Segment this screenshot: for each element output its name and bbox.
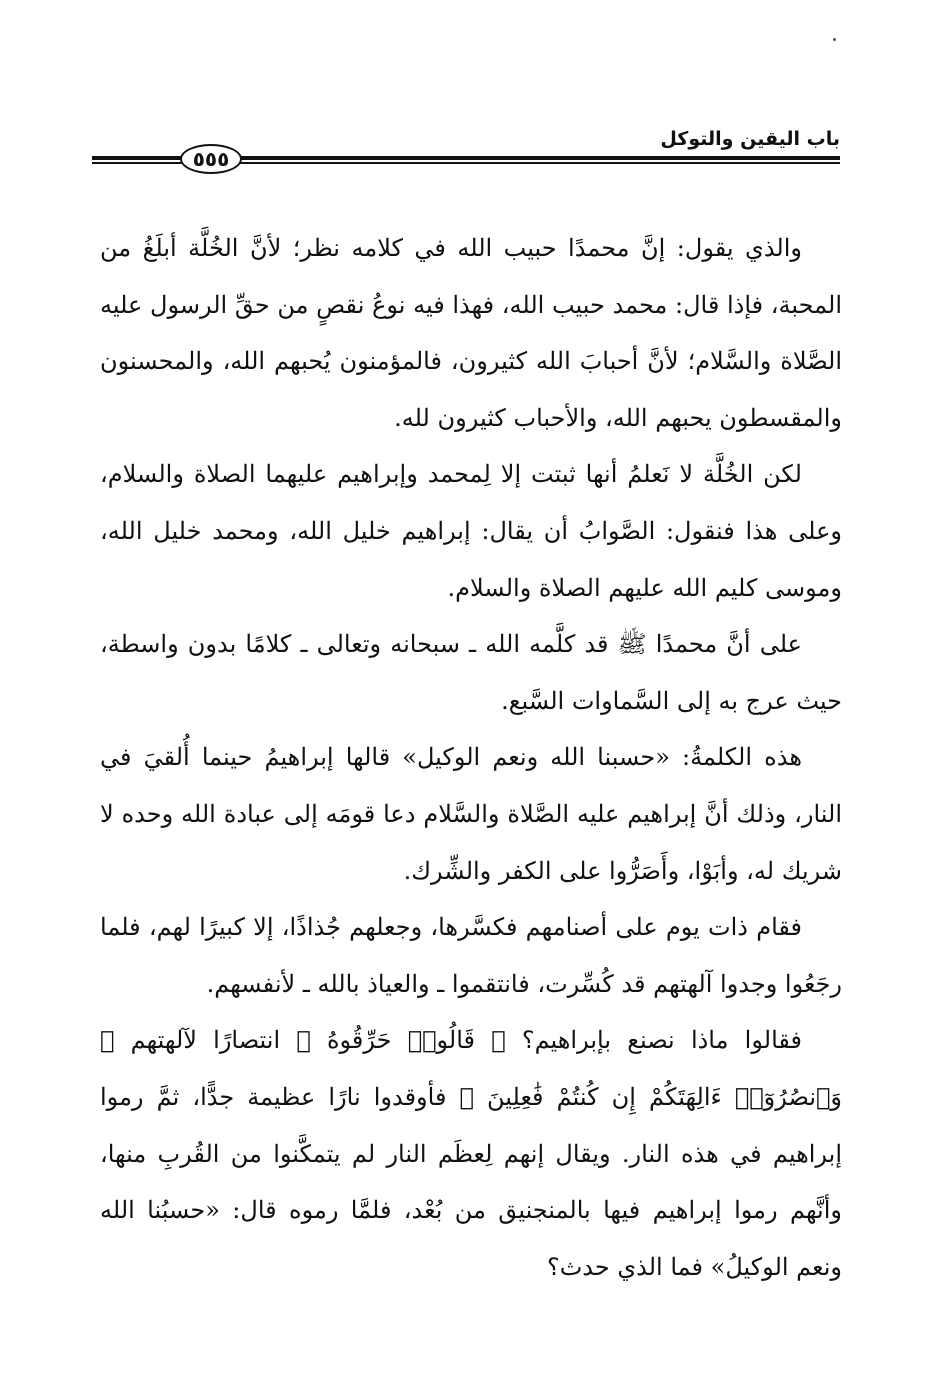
paragraph: فقام ذات يوم على أصنامهم فكسَّرها، وجعلهم جُذاذًا، إلا كبيرًا لهم، فلما رجَعُوا وجدوا آلهتهم قد كُسِّرت، فانتقموا ـ والعياذ بالله ـ لأنفسهم. — [100, 913, 842, 998]
page-header — [92, 118, 840, 178]
paragraph: لكن الخُلَّة لا نَعلمُ أنها ثبتت إلا لِمحمد وإبراهيم عليهما الصلاة والسلام، وعلى هذا فنقول: الصَّوابُ أن يقال: إبراهيم خليل الله، ومحمد خليل الله، وموسى كليم الله عليهم الصلاة والسلام. — [100, 460, 842, 602]
chapter-title: باب اليقين والتوكل — [660, 128, 840, 150]
paragraph: والذي يقول: إنَّ محمدًا حبيب الله في كلامه نظر؛ لأنَّ الخُلَّة أبلَغُ من المحبة، فإذا قال: محمد حبيب الله، فهذا فيه نوعُ نقصٍ من حقِّ الرسول عليه الصَّلاة والسَّلام؛ لأنَّ أحبابَ الله كثيرون، فالمؤمنون يُحبهم الله، والمحسنون والمقسطون يحبهم الله، والأحباب كثيرون لله. — [100, 234, 842, 432]
body-text — [100, 220, 842, 1295]
paragraph: فقالوا ماذا نصنع بإبراهيم؟ ﴿ قَالُوا۟ حَرِّقُوهُ ﴾ انتصارًا لآلهتهم ﴿ وَٱنصُرُوٓا۟ ءَالِهَتَكُمْ إِن كُنتُمْ فَٰعِلِينَ ﴾ فأوقدوا نارًا عظيمة جدًّا، ثمَّ رموا إبراهيم في هذه النار. ويقال إنهم لِعظَم النار لم يتمكَّنوا من القُربِ منها، وأنَّهم رموا إبراهيم فيها بالمنجنيق من بُعْد، فلمَّا رموه قال: «حسبُنا الله ونعم الوكيلُ» فما الذي حدث؟ — [100, 1026, 842, 1281]
paragraph: هذه الكلمةُ: «حسبنا الله ونعم الوكيل» قالها إبراهيمُ حينما أُلقيَ في النار، وذلك أنَّ إبراهيم عليه الصَّلاة والسَّلام دعا قومَه إلى عبادة الله وحده لا شريك له، وأبَوْا، وأَصَرُّوا على الكفر والشِّرك. — [100, 743, 842, 885]
scan-dot — [833, 38, 836, 41]
paragraph: على أنَّ محمدًا ﷺ قد كلَّمه الله ـ سبحانه وتعالى ـ كلامًا بدون واسطة، حيث عرج به إلى السَّماوات السَّبع. — [100, 630, 842, 715]
page-number: ٥٥٥ — [180, 144, 242, 174]
